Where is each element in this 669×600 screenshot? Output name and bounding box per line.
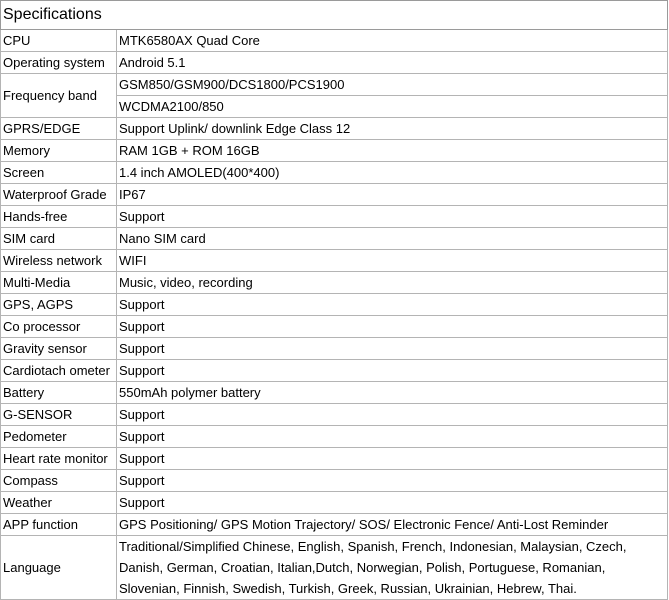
spec-value-line: Traditional/Simplified Chinese, English, Spanish, French, Indonesian, Malaysian, Czech,: [119, 539, 627, 554]
table-row: [1, 404, 668, 426]
spec-value: Android 5.1: [117, 52, 668, 74]
spec-label: GPRS/EDGE: [1, 118, 117, 140]
table-row: [1, 184, 668, 206]
table-row: [1, 470, 668, 492]
spec-value-line: Danish, German, Croatian, Italian,Dutch, Norwegian, Polish, Portuguese, Romanian,: [119, 560, 606, 575]
spec-label: Pedometer: [1, 426, 117, 448]
spec-value: Support: [117, 492, 668, 514]
spec-value: WIFI: [117, 250, 668, 272]
table-title-row: [1, 1, 668, 30]
spec-value: Support: [117, 448, 668, 470]
spec-label: Hands-free: [1, 206, 117, 228]
spec-value: [117, 74, 668, 118]
spec-label: GPS, AGPS: [1, 294, 117, 316]
spec-value: Support: [117, 294, 668, 316]
spec-value: Support: [117, 206, 668, 228]
spec-value: Support: [117, 404, 668, 426]
spec-label: Screen: [1, 162, 117, 184]
table-row: [1, 514, 668, 536]
table-row: [1, 140, 668, 162]
table-row: [1, 52, 668, 74]
table-row: [1, 382, 668, 404]
table-row: [1, 162, 668, 184]
table-row: [1, 74, 668, 118]
table-row: [1, 448, 668, 470]
spec-label: Wireless network: [1, 250, 117, 272]
spec-label: Weather: [1, 492, 117, 514]
table-row: [1, 206, 668, 228]
spec-value: Support: [117, 360, 668, 382]
spec-value-line: GSM850/GSM900/DCS1800/PCS1900: [119, 77, 345, 92]
spec-value: RAM 1GB + ROM 16GB: [117, 140, 668, 162]
table-row: [1, 228, 668, 250]
spec-value-line: WCDMA2100/850: [119, 99, 224, 114]
table-row: [1, 272, 668, 294]
spec-value: Support: [117, 470, 668, 492]
spec-label: Language: [1, 536, 117, 600]
spec-value: Support: [117, 316, 668, 338]
table-row: [1, 360, 668, 382]
spec-label: Compass: [1, 470, 117, 492]
spec-label: CPU: [1, 30, 117, 52]
table-row: [1, 250, 668, 272]
spec-value-line: Slovenian, Finnish, Swedish, Turkish, Greek, Russian, Ukrainian, Hebrew, Thai.: [119, 581, 577, 596]
spec-label: Cardiotach ometer: [1, 360, 117, 382]
table-row: [1, 30, 668, 52]
spec-value: Music, video, recording: [117, 272, 668, 294]
table-row: [1, 426, 668, 448]
spec-value: IP67: [117, 184, 668, 206]
spec-value: Support: [117, 338, 668, 360]
spec-label: APP function: [1, 514, 117, 536]
spec-label: G-SENSOR: [1, 404, 117, 426]
spec-label: Memory: [1, 140, 117, 162]
table-title: Specifications: [1, 1, 668, 30]
spec-label: Multi-Media: [1, 272, 117, 294]
spec-value: Support: [117, 426, 668, 448]
table-row: [1, 536, 668, 600]
spec-label: Frequency band: [1, 74, 117, 118]
spec-value: [117, 536, 668, 600]
spec-label: Gravity sensor: [1, 338, 117, 360]
table-row: [1, 294, 668, 316]
spec-value: 1.4 inch AMOLED(400*400): [117, 162, 668, 184]
spec-label: Operating system: [1, 52, 117, 74]
spec-value: Nano SIM card: [117, 228, 668, 250]
spec-value: GPS Positioning/ GPS Motion Trajectory/ SOS/ Electronic Fence/ Anti-Lost Reminder: [117, 514, 668, 536]
table-row: [1, 118, 668, 140]
spec-label: Waterproof Grade: [1, 184, 117, 206]
spec-value: MTK6580AX Quad Core: [117, 30, 668, 52]
spec-value: 550mAh polymer battery: [117, 382, 668, 404]
spec-value: Support Uplink/ downlink Edge Class 12: [117, 118, 668, 140]
spec-label: Battery: [1, 382, 117, 404]
spec-label: Heart rate monitor: [1, 448, 117, 470]
spec-label: Co processor: [1, 316, 117, 338]
table-row: [1, 492, 668, 514]
table-row: [1, 338, 668, 360]
table-row: [1, 316, 668, 338]
spec-label: SIM card: [1, 228, 117, 250]
